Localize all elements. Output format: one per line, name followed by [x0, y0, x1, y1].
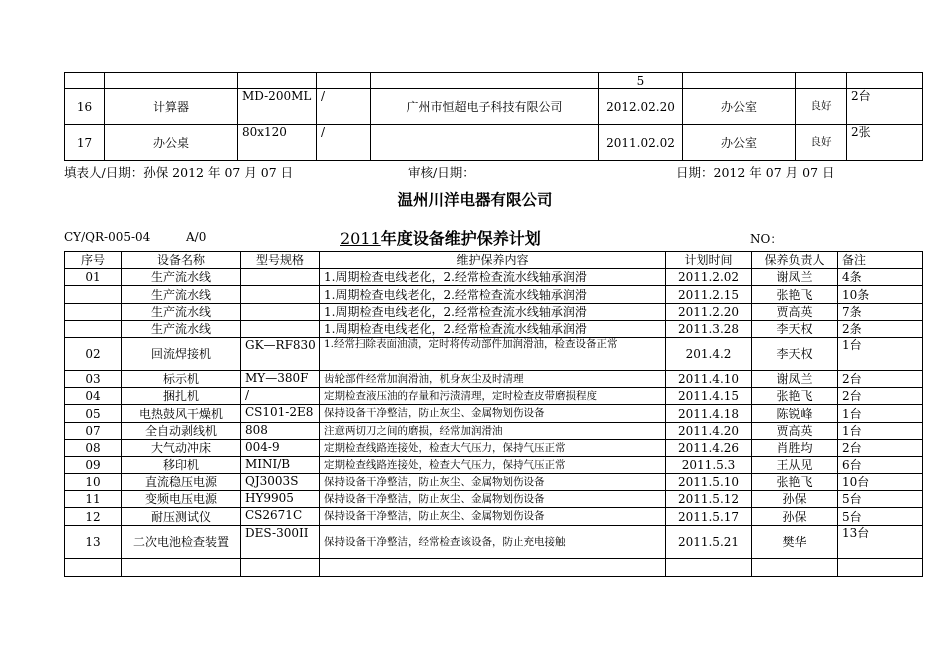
table-row: [65, 491, 923, 508]
cell-person: 王从见: [752, 457, 838, 474]
document-code: CY/QR-005-04: [64, 230, 151, 244]
cell-name: 生产流水线: [122, 304, 241, 321]
cell-note: 10条: [838, 286, 923, 304]
cell-time: 2011.2.02: [666, 269, 752, 286]
reviewer-info: 审核/日期：: [408, 165, 475, 180]
table-row: [65, 371, 923, 388]
cell-name: [105, 73, 238, 89]
cell-model: 80x120: [238, 125, 317, 161]
cell-no: [65, 559, 122, 577]
company-name: 温州川洋电器有限公司: [397, 191, 553, 209]
header-person: 保养负责人: [752, 252, 838, 269]
header-no: 序号: [65, 252, 122, 269]
cell-name: [122, 559, 241, 577]
table-row: [65, 423, 923, 440]
cell-supplier: [371, 125, 599, 161]
cell-content: 1.经常扫除表面油渍，定时将传动部件加润滑油，检查设备正常: [320, 338, 666, 371]
cell-model: CS2671C: [241, 508, 320, 526]
cell-note: 7条: [838, 304, 923, 321]
cell-no: 01: [65, 269, 122, 286]
title-year: 2011: [340, 229, 381, 248]
cell-model: [241, 286, 320, 304]
cell-time: 2011.5.17: [666, 508, 752, 526]
cell-no: 13: [65, 526, 122, 559]
cell-person: 陈锐峰: [752, 405, 838, 423]
cell-note: 5台: [838, 491, 923, 508]
cell-no: [65, 73, 105, 89]
cell-name: 捆扎机: [122, 388, 241, 405]
cell-time: [666, 559, 752, 577]
cell-name: 生产流水线: [122, 286, 241, 304]
cell-name: 移印机: [122, 457, 241, 474]
cell-model: 808: [241, 423, 320, 440]
table-row: [65, 321, 923, 338]
table-row: [65, 269, 923, 286]
cell-no: 07: [65, 423, 122, 440]
cell-status: [796, 73, 847, 89]
cell-no: [65, 286, 122, 304]
cell-person: 张艳飞: [752, 388, 838, 405]
title-text: 年度设备维护保养计划: [380, 229, 541, 248]
cell-time: 2011.2.15: [666, 286, 752, 304]
header-name: 设备名称: [122, 252, 241, 269]
cell-note: 4条: [838, 269, 923, 286]
cell-person: 樊华: [752, 526, 838, 559]
table-row: [65, 559, 923, 577]
cell-dept: [683, 73, 796, 89]
document-number-label: NO：: [750, 232, 783, 246]
cell-model: [241, 304, 320, 321]
table-row: [65, 304, 923, 321]
cell-spec: [317, 73, 371, 89]
cell-name: 变频电压电源: [122, 491, 241, 508]
cell-no: 04: [65, 388, 122, 405]
signature-line: [64, 163, 922, 181]
cell-time: 2011.3.28: [666, 321, 752, 338]
cell-model: [241, 321, 320, 338]
cell-time: 2011.4.18: [666, 405, 752, 423]
table-row: [65, 474, 923, 491]
cell-name: 大气动冲床: [122, 440, 241, 457]
cell-person: 谢凤兰: [752, 371, 838, 388]
cell-supplier: 广州市恒超电子科技有限公司: [371, 89, 599, 125]
cell-note: 2台: [838, 440, 923, 457]
equipment-list-table: [64, 72, 923, 161]
cell-supplier: [371, 73, 599, 89]
cell-model: CS101-2E8: [241, 405, 320, 423]
cell-content: 保持设备干净整洁，防止灰尘、金属物划伤设备: [320, 474, 666, 491]
cell-no: 12: [65, 508, 122, 526]
cell-content: 保持设备干净整洁，防止灰尘、金属物划伤设备: [320, 508, 666, 526]
cell-no: [65, 304, 122, 321]
cell-model: DES-300II: [241, 526, 320, 559]
cell-name: 生产流水线: [122, 321, 241, 338]
cell-date: 2012.02.20: [599, 89, 683, 125]
cell-time: 2011.2.20: [666, 304, 752, 321]
cell-name: 全自动剥线机: [122, 423, 241, 440]
cell-time: 2011.5.21: [666, 526, 752, 559]
cell-time: 2011.4.26: [666, 440, 752, 457]
cell-person: 肖胜均: [752, 440, 838, 457]
table-row: [65, 286, 923, 304]
date-info: 日期：2012 年 07 月 07 日: [676, 165, 835, 180]
cell-name: 回流焊接机: [122, 338, 241, 371]
table-row: [65, 508, 923, 526]
cell-status: 良好: [796, 125, 847, 161]
cell-content: 定期检查线路连接处，检查大气压力，保持气压正常: [320, 440, 666, 457]
cell-person: 李天权: [752, 338, 838, 371]
document-title: [340, 226, 541, 249]
cell-note: 2台: [838, 371, 923, 388]
cell-model: [241, 269, 320, 286]
cell-content: 保持设备干净整洁，经常检查该设备，防止充电接触: [320, 526, 666, 559]
table-row: [65, 440, 923, 457]
header-content: 维护保养内容: [320, 252, 666, 269]
table-row: [65, 338, 923, 371]
cell-content: 1.周期检查电线老化，2.经常检查流水线轴承润滑: [320, 286, 666, 304]
cell-no: 11: [65, 491, 122, 508]
cell-person: [752, 559, 838, 577]
cell-name: 二次电池检查装置: [122, 526, 241, 559]
cell-name: 直流稳压电源: [122, 474, 241, 491]
table-header-row: [65, 252, 923, 269]
cell-no: 02: [65, 338, 122, 371]
cell-note: 1台: [838, 423, 923, 440]
table-row: [65, 89, 923, 125]
cell-no: 17: [65, 125, 105, 161]
table-row: [65, 388, 923, 405]
cell-no: 16: [65, 89, 105, 125]
cell-model: MINI/B: [241, 457, 320, 474]
cell-no: 10: [65, 474, 122, 491]
cell-name: 计算器: [105, 89, 238, 125]
cell-content: 1.周期检查电线老化，2.经常检查流水线轴承润滑: [320, 321, 666, 338]
cell-name: 耐压测试仪: [122, 508, 241, 526]
cell-content: [320, 559, 666, 577]
cell-qty: 2台: [847, 89, 923, 125]
cell-content: 保持设备干净整洁，防止灰尘、金属物划伤设备: [320, 405, 666, 423]
cell-time: 2011.5.3: [666, 457, 752, 474]
cell-content: 齿轮部件经常加润滑油，机身灰尘及时清理: [320, 371, 666, 388]
cell-note: 2台: [838, 388, 923, 405]
cell-model: [241, 559, 320, 577]
cell-note: 13台: [838, 526, 923, 559]
cell-name: 生产流水线: [122, 269, 241, 286]
cell-name: 办公桌: [105, 125, 238, 161]
cell-person: 贾高英: [752, 304, 838, 321]
cell-person: 张艳飞: [752, 286, 838, 304]
cell-note: 1台: [838, 405, 923, 423]
cell-content: 定期检查线路连接处，检查大气压力，保持气压正常: [320, 457, 666, 474]
cell-spec: /: [317, 89, 371, 125]
cell-note: 5台: [838, 508, 923, 526]
cell-no: 09: [65, 457, 122, 474]
cell-content: 1.周期检查电线老化，2.经常检查流水线轴承润滑: [320, 269, 666, 286]
cell-content: 定期检查液压油的存量和污渍清理，定时检查皮带磨损程度: [320, 388, 666, 405]
cell-time: 2011.4.10: [666, 371, 752, 388]
cell-name: 电热鼓风干燥机: [122, 405, 241, 423]
cell-person: 谢凤兰: [752, 269, 838, 286]
cell-note: 10台: [838, 474, 923, 491]
cell-model: QJ3003S: [241, 474, 320, 491]
table-row: [65, 73, 923, 89]
document-header: [64, 226, 922, 248]
table-row: [65, 405, 923, 423]
cell-model: GK—RF830: [241, 338, 320, 371]
cell-model: HY9905: [241, 491, 320, 508]
header-time: 计划时间: [666, 252, 752, 269]
cell-content: 1.周期检查电线老化，2.经常检查流水线轴承润滑: [320, 304, 666, 321]
cell-person: 孙保: [752, 508, 838, 526]
cell-no: [65, 321, 122, 338]
cell-note: 2条: [838, 321, 923, 338]
cell-time: 2011.5.12: [666, 491, 752, 508]
table-row: [65, 457, 923, 474]
cell-person: 贾高英: [752, 423, 838, 440]
cell-no: 05: [65, 405, 122, 423]
cell-note: 1台: [838, 338, 923, 371]
cell-dept: 办公室: [683, 125, 796, 161]
cell-date: 5: [599, 73, 683, 89]
cell-model: MY—380F: [241, 371, 320, 388]
cell-note: 6台: [838, 457, 923, 474]
cell-no: 03: [65, 371, 122, 388]
filler-info: 填表人/日期：孙保 2012 年 07 月 07 日: [64, 165, 294, 180]
cell-status: 良好: [796, 89, 847, 125]
cell-qty: 2张: [847, 125, 923, 161]
cell-model: MD-200ML: [238, 89, 317, 125]
cell-person: 李天权: [752, 321, 838, 338]
table-row: [65, 526, 923, 559]
cell-time: 201.4.2: [666, 338, 752, 371]
cell-no: 08: [65, 440, 122, 457]
document-revision: A/0: [186, 230, 207, 244]
cell-time: 2011.5.10: [666, 474, 752, 491]
cell-model: 004-9: [241, 440, 320, 457]
cell-note: [838, 559, 923, 577]
cell-person: 张艳飞: [752, 474, 838, 491]
cell-content: 注意两切刀之间的磨损，经常加润滑油: [320, 423, 666, 440]
cell-model: [238, 73, 317, 89]
cell-person: 孙保: [752, 491, 838, 508]
header-model: 型号规格: [241, 252, 320, 269]
cell-content: 保持设备干净整洁，防止灰尘、金属物划伤设备: [320, 491, 666, 508]
cell-name: 标示机: [122, 371, 241, 388]
cell-model: /: [241, 388, 320, 405]
cell-spec: /: [317, 125, 371, 161]
cell-time: 2011.4.20: [666, 423, 752, 440]
header-note: 备注: [838, 252, 923, 269]
maintenance-plan-table: [64, 251, 923, 577]
cell-dept: 办公室: [683, 89, 796, 125]
cell-time: 2011.4.15: [666, 388, 752, 405]
table-row: [65, 125, 923, 161]
cell-date: 2011.02.02: [599, 125, 683, 161]
cell-qty: [847, 73, 923, 89]
